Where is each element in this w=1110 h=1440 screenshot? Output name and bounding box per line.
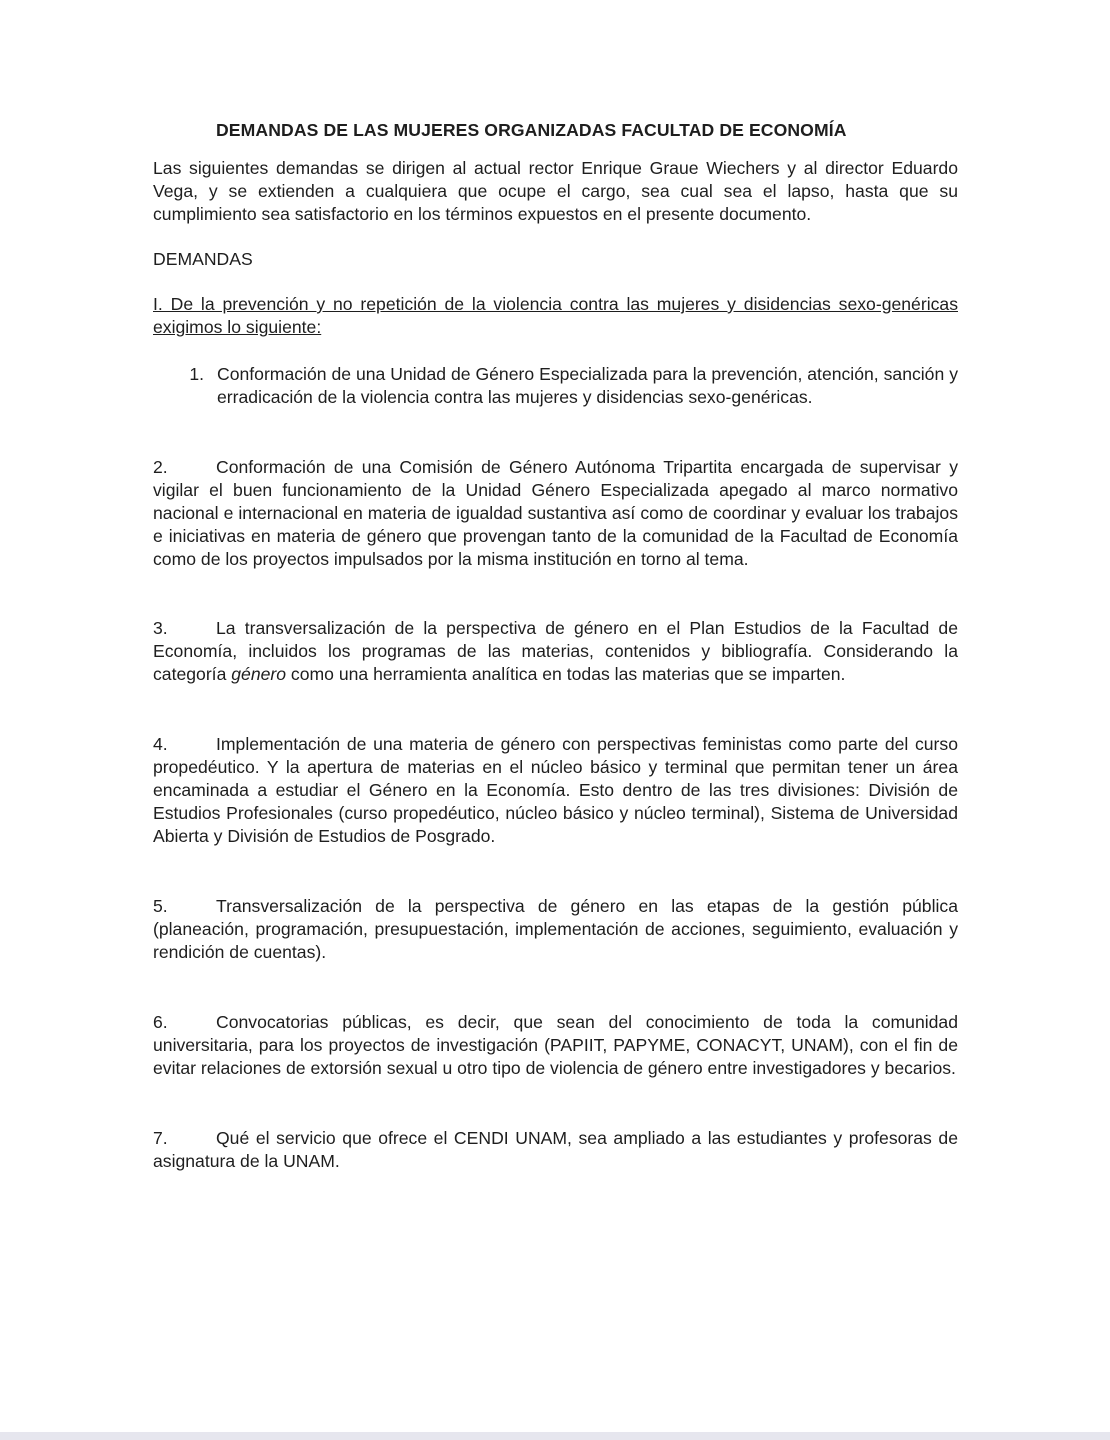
- demand-text: Implementación de una materia de género con perspectivas feministas como parte del curso propedéutico. Y la apertura de materias en el núcleo básico y terminal que permitan tener un área encaminada a estudiar el Género en la Economía. Esto dentro de las tres divisiones: División de Estudios Profesionales (curso propedéutico, núcleo básico y núcleo terminal), Sistema de Universidad Abierta y División de Estudios de Posgrado.: [153, 734, 958, 846]
- demand-text: Conformación de una Comisión de Género Autónoma Tripartita encargada de supervisar y vigilar el buen funcionamiento de la Unidad Género Especializada apegado al marco normativo nacional e internacional en materia de igualdad sustantiva así como de coordinar y evaluar los trabajos e iniciativas en materia de género que provengan tanto de la comunidad de la Facultad de Economía como de los proyectos impulsados por la misma institución en torno al tema.: [153, 457, 958, 569]
- demand-item-4: [153, 733, 958, 848]
- section-heading: I. De la prevención y no repetición de la violencia contra las mujeres y disidencias sexo-genéricas exigimos lo siguiente:: [153, 294, 958, 337]
- demand-number: 1.: [189, 364, 204, 384]
- demand-item-7: [153, 1127, 958, 1173]
- demand-text-emphasis: género: [231, 664, 287, 684]
- demand-number: 4.: [153, 734, 168, 754]
- demand-number: 7.: [153, 1128, 168, 1148]
- demand-item-3: [153, 617, 958, 686]
- demand-item-2: [153, 456, 958, 571]
- demand-number: 3.: [153, 618, 168, 638]
- bottom-edge: [0, 1432, 1110, 1440]
- demand-number: 2.: [153, 457, 168, 477]
- section-label: DEMANDAS: [153, 249, 253, 269]
- intro-paragraph: Las siguientes demandas se dirigen al actual rector Enrique Graue Wiechers y al director Eduardo Vega, y se extienden a cualquiera que ocupe el cargo, sea cual sea el lapso, hasta que su cumplimiento sea satisfactorio en los términos expuestos en el presente documento.: [153, 158, 958, 224]
- demand-number: 5.: [153, 896, 168, 916]
- demand-text: Convocatorias públicas, es decir, que sean del conocimiento de toda la comunidad universitaria, para los proyectos de investigación (PAPIIT, PAPYME, CONACYT, UNAM), con el fin de evitar relaciones de extorsión sexual u otro tipo de violencia de género entre investigadores y becarios.: [153, 1012, 958, 1078]
- demand-item-6: [153, 1011, 958, 1080]
- demand-text: Conformación de una Unidad de Género Especializada para la prevención, atención, sanción y erradicación de la violencia contra las mujeres y disidencias sexo-genéricas.: [217, 364, 958, 407]
- demand-number: 6.: [153, 1012, 168, 1032]
- demand-text-after: como una herramienta analítica en todas las materias que se imparten.: [286, 664, 846, 684]
- document-page: [153, 119, 958, 1173]
- demand-text: Qué el servicio que ofrece el CENDI UNAM, sea ampliado a las estudiantes y profesoras de asignatura de la UNAM.: [153, 1128, 958, 1171]
- demand-item-1: [153, 363, 958, 409]
- demand-item-5: [153, 895, 958, 964]
- document-title: DEMANDAS DE LAS MUJERES ORGANIZADAS FACULTAD DE ECONOMÍA: [216, 120, 847, 140]
- demand-text-before: La transversalización de la perspectiva de género en el Plan Estudios de la Facultad de Economía, incluidos los programas de las materias, contenidos y bibliografía. Considerando la categoría: [153, 618, 958, 684]
- demand-text: Transversalización de la perspectiva de género en las etapas de la gestión pública (planeación, programación, presupuestación, implementación de acciones, seguimiento, evaluación y rendición de cuentas).: [153, 896, 958, 962]
